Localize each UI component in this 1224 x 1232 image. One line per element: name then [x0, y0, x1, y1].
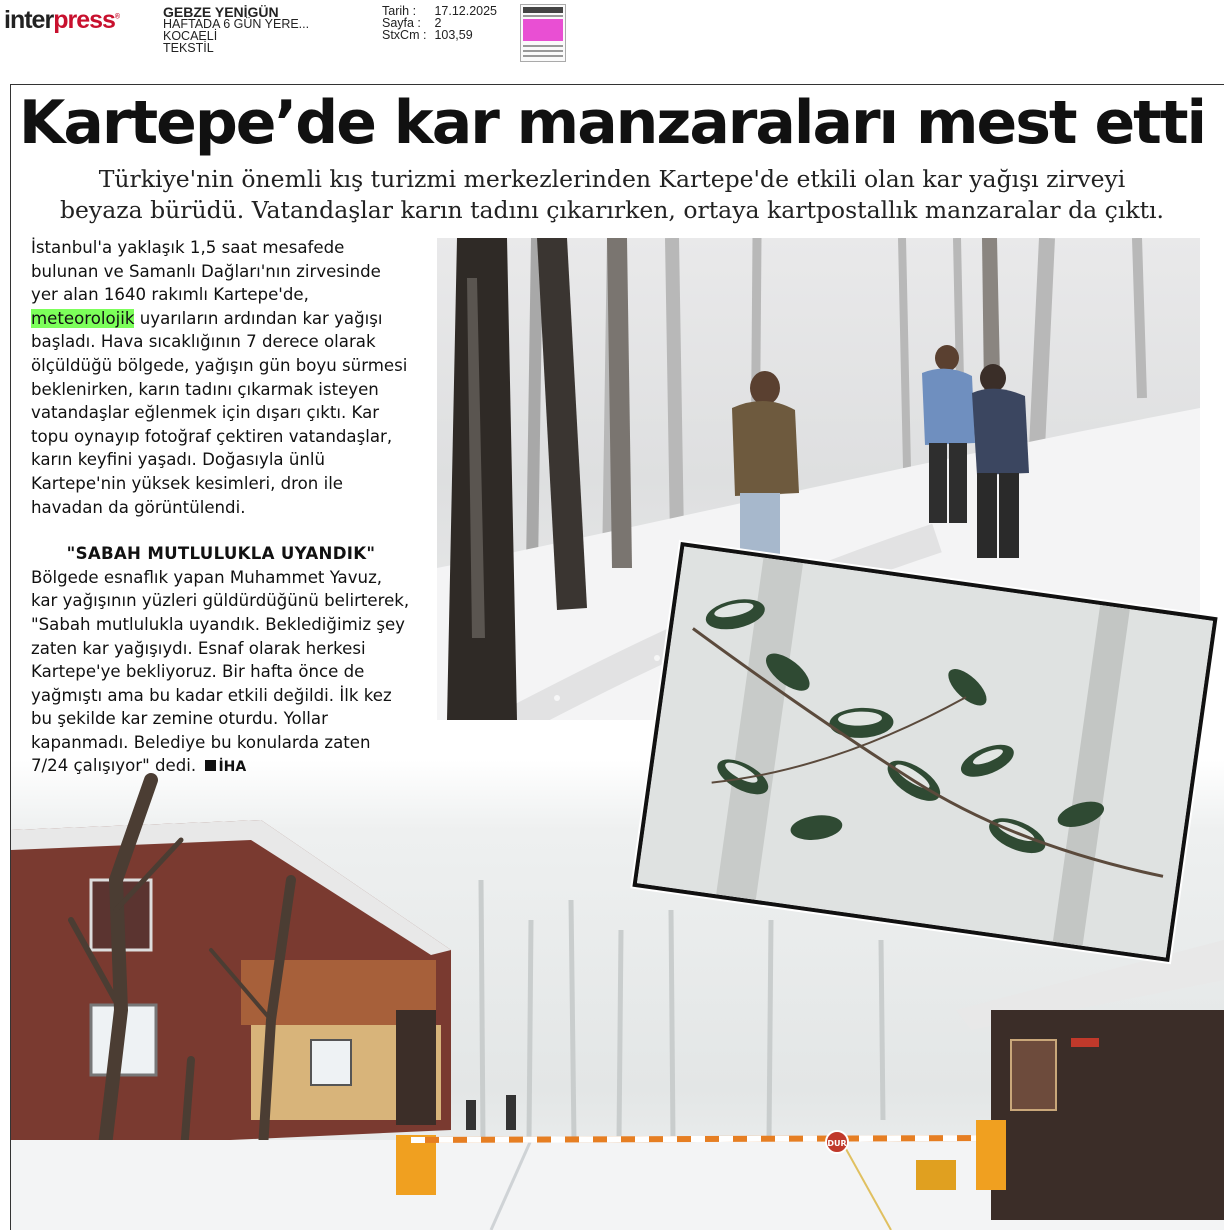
source-credit: İHA [218, 759, 247, 776]
publication-region: KOCAELİ [163, 29, 218, 43]
page-value: 2 [434, 16, 442, 30]
interpress-logo: interpress® [4, 6, 120, 34]
spot-line-1: Türkiye'nin önemli kış turizmi merkezlerinden Kartepe'de etkili olan kar yağışı zirveyi [98, 165, 1126, 193]
page-label: Sayfa : [382, 16, 421, 30]
highlighted-word: meteorolojik [31, 308, 135, 328]
article-body [31, 236, 411, 780]
spot-line-2: beyaza bürüdü. Vatandaşlar karın tadını çıkarırken, ortaya kartpostallık manzaralar da çıktı. [59, 196, 1165, 224]
date-value: 17.12.2025 [434, 4, 498, 18]
size-label: StxCm : [382, 28, 427, 42]
date-label: Tarih : [382, 4, 417, 18]
spot-text [0, 164, 1224, 226]
headline: Kartepe’de kar manzaraları mest etti [18, 88, 1206, 158]
publication-info [163, 6, 309, 54]
page-thumbnail[interactable] [520, 4, 566, 62]
source-square-icon [205, 760, 216, 771]
stop-sign-text: DUR [827, 1139, 847, 1148]
paragraph-1-part-b: uyarıların ardından kar yağışı başladı. Hava sıcaklığının 7 derece olarak ölçüldüğü bölgede, yağışın gün boyu sürmesi beklenirken, karın tadını çıkarmak isteyen vatandaşlar eğlenmek için dışarı çıktı. Kar topu oynayıp fotoğraf çektiren vatandaşlar, karın keyfini yaşadı. Doğasıyla ünlü Kartepe'nin yüksek kesimleri, dron ile havadan da görüntülendi. [31, 308, 408, 517]
paragraph-1 [31, 236, 411, 519]
paragraph-1-part-a: İstanbul'a yaklaşık 1,5 saat mesafede bulunan ve Samanlı Dağları'nın zirvesinde yer alan 1640 rakımlı Kartepe'de, [31, 238, 381, 305]
publication-frequency: HAFTADA 6 GÜN YERE... [163, 17, 310, 31]
publication-name: GEBZE YENİGÜN [163, 4, 279, 20]
publication-category: TEKSTİL [163, 41, 214, 55]
paragraph-2 [31, 566, 411, 780]
size-value: 103,59 [434, 28, 473, 42]
clipping-info [382, 5, 505, 41]
subheading: "SABAH MUTLULUKLA UYANDIK" [66, 544, 376, 564]
paragraph-2-text: Bölgede esnaflık yapan Muhammet Yavuz, kar yağışının yüzleri güldürdüğünü belirterek, "Sabah mutlulukla uyandık. Beklediğimiz şey zaten kar yağışıydı. Esnaf olarak herkesi Kartepe'ye bekliyoruz. Bir hafta önce de yağmıştı ama bu kadar etkili değildi. İlk kez bu şekilde kar zemine oturdu. Yollar kapanmadı. Belediye bu konularda zaten 7/24 çalışıyor" dedi. [31, 567, 410, 776]
photo-snowy-leaves [632, 542, 1217, 962]
